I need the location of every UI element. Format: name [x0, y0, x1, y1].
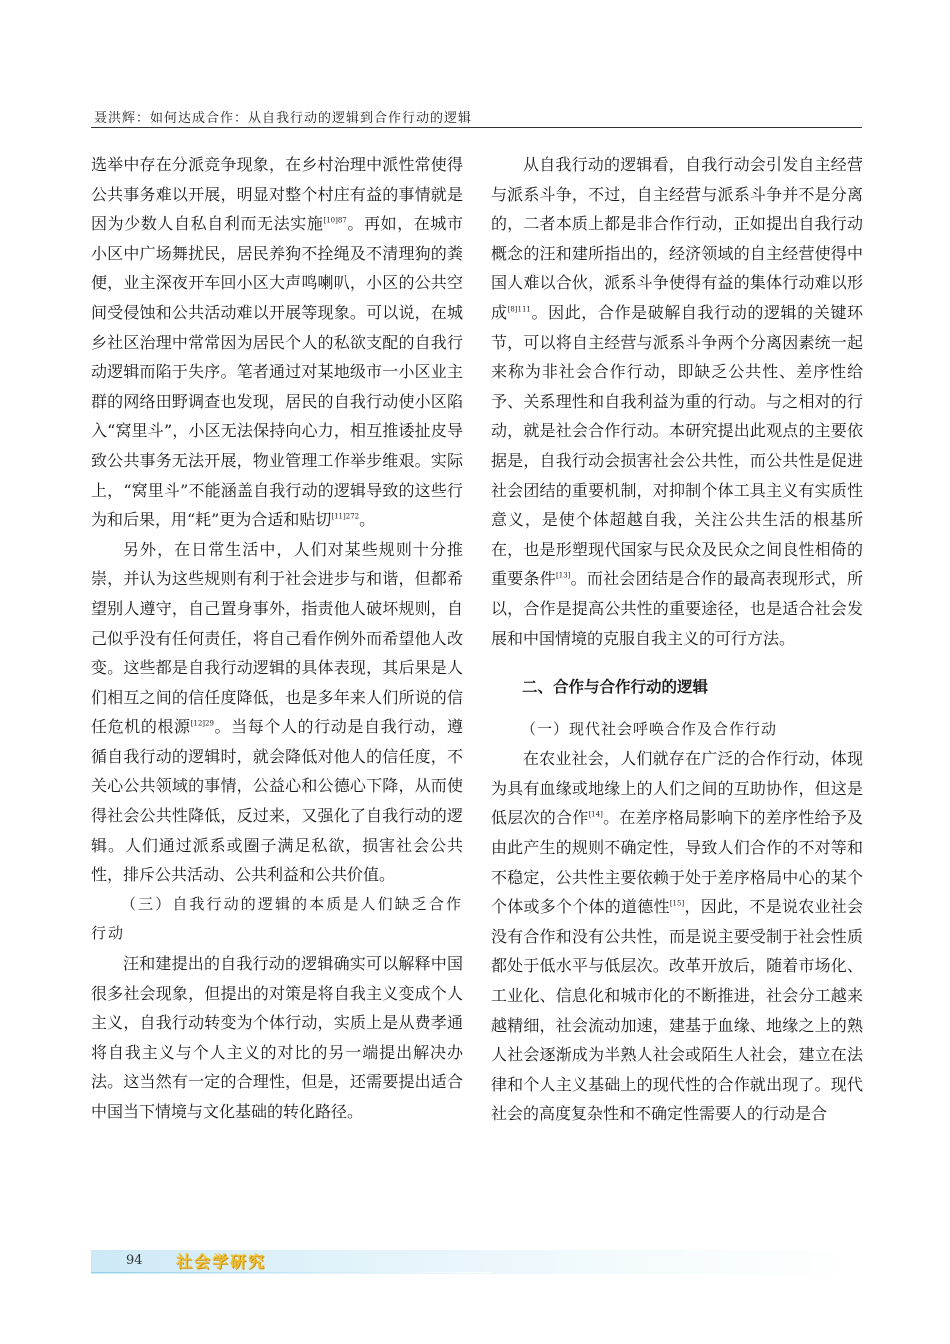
citation: [8]111: [507, 305, 531, 314]
header-rule: [91, 127, 862, 128]
right-column: [491, 150, 863, 1129]
journal-logo: 社会学研究: [176, 1252, 267, 1271]
citation: [11]272: [331, 512, 360, 521]
left-column: [91, 150, 463, 1127]
subsection-heading: （一）现代社会呼唤合作及合作行动: [521, 719, 778, 738]
footer-rule: [91, 1272, 491, 1273]
citation: [10]87: [323, 216, 347, 225]
citation: [14]: [588, 811, 603, 820]
subsection-heading: （三）自我行动的逻辑的本质是人们缺乏合作行动: [91, 894, 463, 943]
running-title: 聂洪辉：如何达成合作：从自我行动的逻辑到合作行动的逻辑: [94, 111, 473, 126]
section-heading: 二、合作与合作行动的逻辑: [522, 678, 709, 697]
citation: [13]: [556, 571, 571, 580]
page-number: 94: [126, 1253, 143, 1268]
left-paragraph-3: 汪和建提出的自我行动的逻辑确实可以解释中国很多社会现象，但提出的对策是将自我主义变成个人主义，自我行动转变为个体行动，实质上是从费孝通将自我主义与个人主义的对比的另一端提出解决办法。这当然有一定的合理性，但是，还需要提出适合中国当下情境与文化基础的转化路径。: [91, 954, 463, 1121]
right-paragraph-1: 从自我行动的逻辑看，自我行动会引发自主经营与派系斗争，不过，自主经营与派系斗争并不是分离的，二者本质上都是非合作行动，正如提出自我行动概念的汪和建所指出的，经济领域的自主经营使得中国人难以合伙，派系斗争使得有益的集体行动难以形成$^{[8]111}$。因此，合作是破解自我行动的逻辑的关键环节，可以将自主经营与派系斗争两个分离因素统一起来称为非社会合作行动，即缺乏公共性、差序性给予、关系理性和自我利益为重的行动。与之相对的行动，就是社会合作行动。本研究提出此观点的主要依据是，自我行动会损害社会公共性，而公共性是促进社会团结的重要机制，对抑制个体工具主义有实质性意义，是使个体超越自我，关注公共生活的根基所在，也是形塑现代国家与民众及民众之间良性相倚的重要条件[13]。而社会团结是合作的最高表现形式，所以，合作是提高公共性的重要途径，也是适合社会发展和中国情境的克服自我主义的可行方法。: [491, 155, 863, 648]
citation: [15]: [669, 899, 685, 908]
left-paragraph-1: 选举中存在分派竞争现象，在乡村治理中派性常使得公共事务难以开展，明显对整个村庄有益的事情就是因为少数人自私自利而无法实施$^{[10]87}$。再如，在城市小区中广场舞扰民，居民养狗不拴绳及不清理狗的粪便，业主深夜开车回小区大声鸣喇叭，小区的公共空间受侵蚀和公共活动难以开展等现象。可以说，在城乡社区治理中常常因为居民个人的私欲支配的自我行动逻辑而陷于失序。笔者通过对某地级市一小区业主群的网络田野调查也发现，居民的自我行动使小区陷入“窝里斗”，小区无法保持向心力，相互推诿扯皮导致公共事务无法开展，物业管理工作举步维艰。实际上，“窝里斗”不能涵盖自我行动的逻辑导致的这些行为和后果，用“耗”更为合适和贴切$^{[11]272}$。: [91, 155, 463, 530]
right-paragraph-2: 在农业社会，人们就存在广泛的合作行动，体现为具有血缘或地缘上的人们之间的互助协作，但这是低层次的合作[14]。在差序格局影响下的差序性给予及由此产生的规则不确定性，导致人们合作的不对等和不稳定，公共性主要依赖于处于差序格局中心的某个个体或多个个体的道德性[15]，因此，不是说农业社会没有合作和没有公共性，而是说主要受制于社会性质都处于低水平与低层次。改革开放后，随着市场化、工业化、信息化和城市化的不断推进，社会分工越来越精细，社会流动加速，建基于血缘、地缘之上的熟人社会逐渐成为半熟人社会或陌生人社会，建立在法律和个人主义基础上的现代性的合作就出现了。现代社会的高度复杂性和不确定性需要人的行动是合: [491, 749, 863, 1124]
left-paragraph-2: 另外，在日常生活中，人们对某些规则十分推崇，并认为这些规则有利于社会进步与和谐，但都希望别人遵守，自己置身事外，指责他人破坏规则，自己似乎没有任何责任，将自己看作例外而希望他人改变。这些都是自我行动逻辑的具体表现，其后果是人们相互之间的信任度降低，也是多年来人们所说的信任危机的根源$^{[12]29}$。当每个人的行动是自我行动，遵循自我行动的逻辑时，就会降低对他人的信任度，不关心公共领域的事情，公益心和公德心下降，从而使得社会公共性降低，反过来，又强化了自我行动的逻辑。人们通过派系或圈子满足私欲，损害社会公共性，排斥公共活动、公共利益和公共价值。: [91, 539, 463, 885]
citation: [12]29: [190, 719, 214, 728]
